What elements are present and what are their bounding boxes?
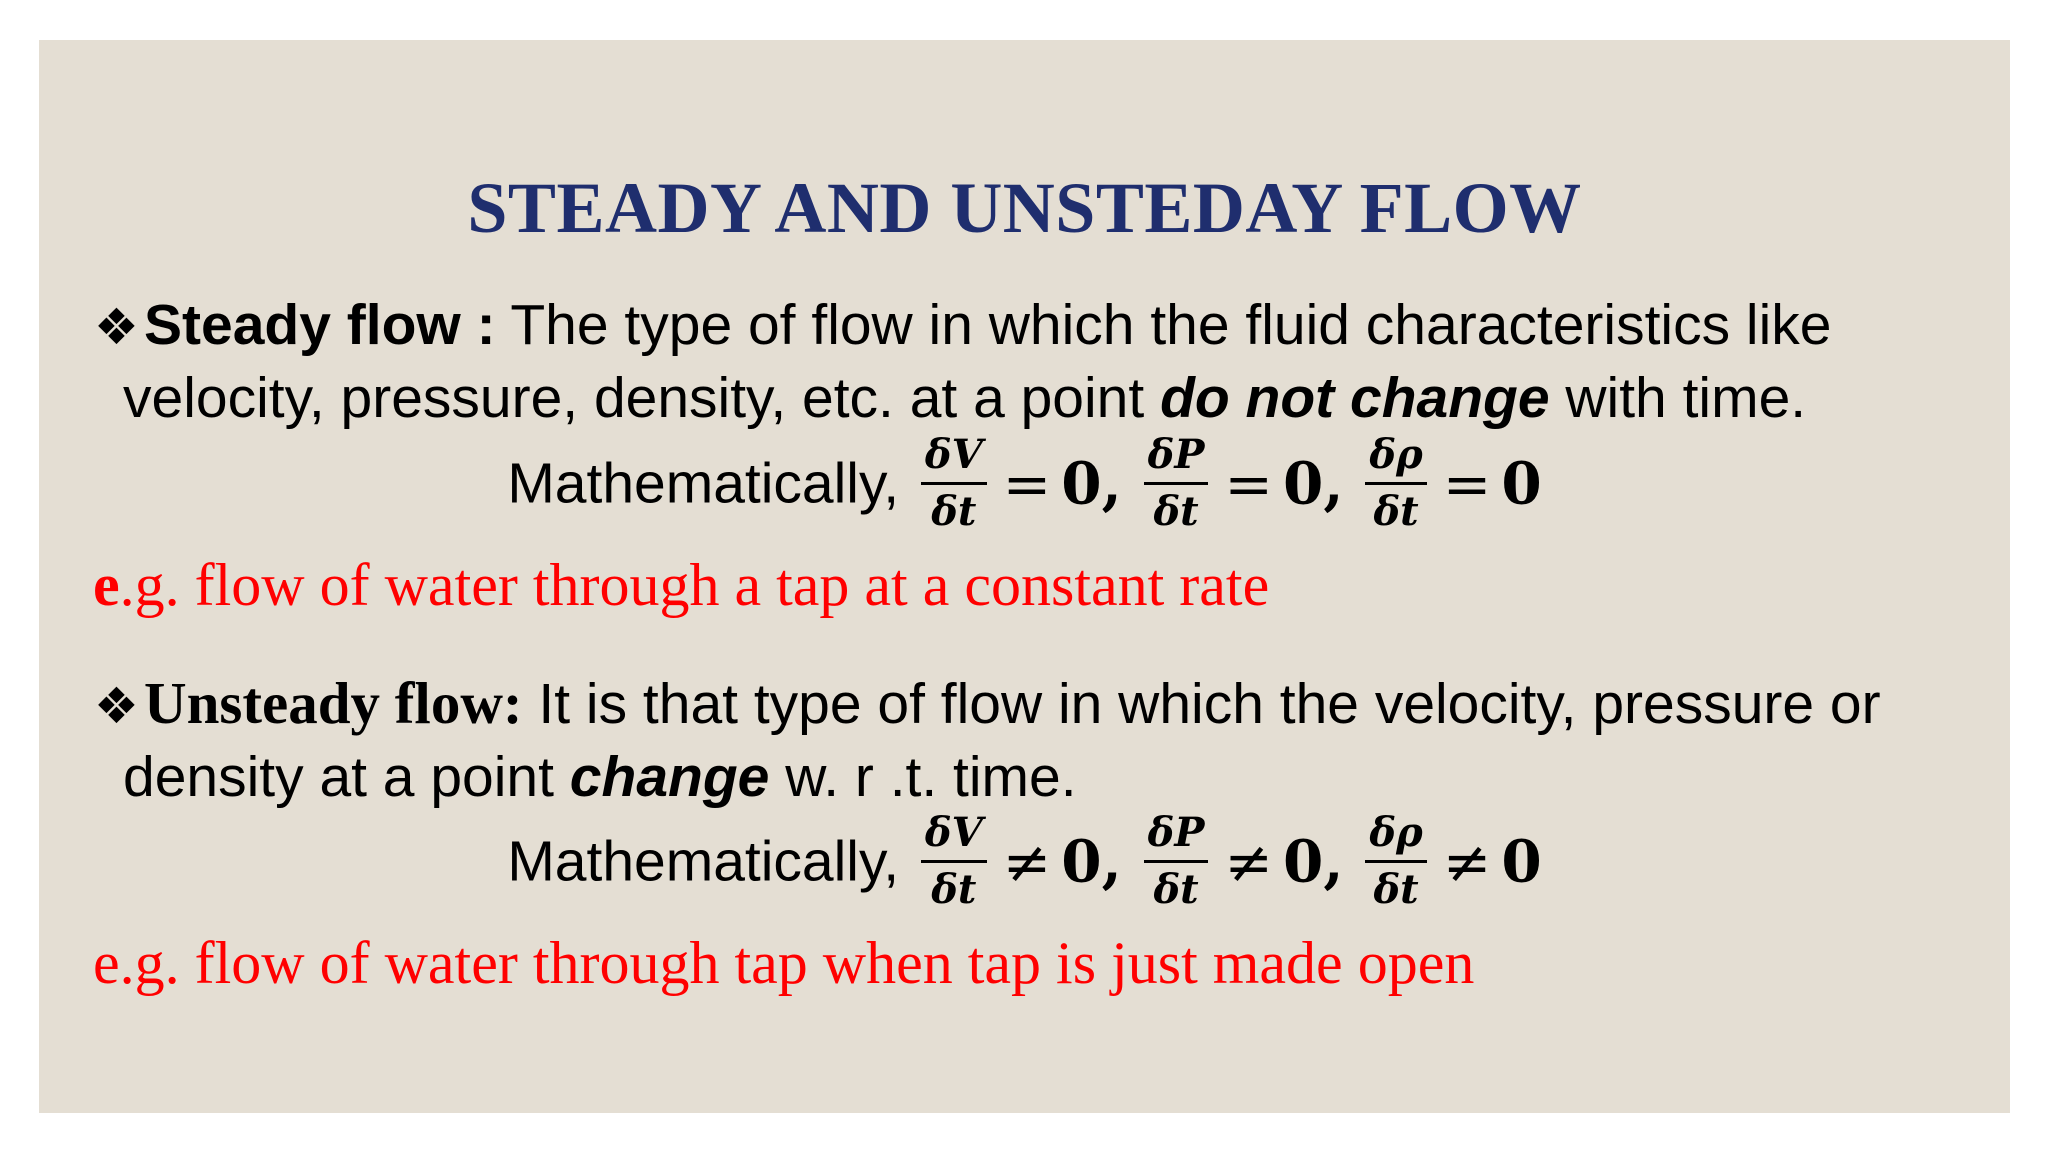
fraction-denominator: δt [1373, 866, 1419, 913]
steady-math-line [39, 430, 2010, 537]
fraction-denominator: δt [1153, 488, 1199, 535]
diamond-bullet-icon: ❖ [94, 298, 139, 356]
fraction-numerator: δV [921, 430, 987, 485]
steady-definition-part3: with time. [1549, 366, 1807, 430]
fraction-dp-dt [1144, 430, 1209, 537]
fraction-numerator: δP [1144, 430, 1209, 485]
steady-line-1 [94, 290, 1994, 363]
zero-value: 0 [1501, 449, 1542, 518]
zero-value: 0 [1501, 827, 1542, 896]
fraction-dv-dt [921, 808, 987, 915]
unsteady-line-2 [94, 742, 1994, 813]
not-equal-sign: ≠ [1442, 827, 1492, 896]
fraction-drho-dt [1365, 808, 1426, 915]
zero-value: 0 [1283, 827, 1324, 896]
fraction-dv-dt [921, 430, 987, 537]
slide-title: STEADY AND UNSTEDAY FLOW [467, 168, 1582, 248]
fraction-denominator: δt [1373, 488, 1419, 535]
steady-emphasis: do not change [1160, 366, 1550, 430]
unsteady-example: e.g. flow of water through tap when tap is just made open [93, 930, 1475, 996]
comma: , [1323, 827, 1344, 896]
slide [39, 40, 2010, 1113]
zero-value: 0 [1061, 449, 1102, 518]
equals-sign: = [1224, 449, 1274, 518]
unsteady-line-1 [94, 668, 1994, 742]
example-text: .g. flow of water through a tap at a constant rate [119, 552, 1270, 618]
not-equal-sign: ≠ [1224, 827, 1274, 896]
fraction-dp-dt [1144, 808, 1209, 915]
fraction-numerator: δV [921, 808, 987, 863]
zero-value: 0 [1061, 827, 1102, 896]
steady-flow-paragraph [94, 290, 1994, 434]
unsteady-flow-paragraph [94, 668, 1994, 813]
steady-definition-part1: The type of flow in which the fluid characteristics like [495, 293, 1832, 357]
fraction-numerator: δP [1144, 808, 1209, 863]
fraction-denominator: δt [1153, 866, 1199, 913]
comma: , [1101, 449, 1122, 518]
steady-term: Steady flow : [144, 293, 496, 357]
unsteady-math-line [39, 808, 2010, 915]
fraction-numerator: δρ [1365, 430, 1426, 485]
fraction-denominator: δt [931, 866, 977, 913]
fraction-drho-dt [1365, 430, 1426, 537]
math-prefix: Mathematically, [507, 451, 900, 516]
equals-sign: = [1442, 449, 1492, 518]
math-prefix: Mathematically, [507, 829, 900, 894]
diamond-bullet-icon: ❖ [94, 677, 139, 735]
steady-line-2 [94, 363, 1994, 434]
not-equal-sign: ≠ [1002, 827, 1052, 896]
equals-sign: = [1002, 449, 1052, 518]
fraction-denominator: δt [931, 488, 977, 535]
comma: , [1101, 827, 1122, 896]
steady-example [93, 550, 1269, 620]
comma: , [1323, 449, 1344, 518]
steady-definition-part2: velocity, pressure, density, etc. at a point [123, 366, 1161, 430]
fraction-numerator: δρ [1365, 808, 1426, 863]
zero-value: 0 [1283, 449, 1324, 518]
example-lead-letter: e [93, 552, 120, 618]
unsteady-emphasis: change [569, 745, 770, 809]
unsteady-definition-part1: It is that type of flow in which the velocity, pressure or [522, 672, 1881, 736]
unsteady-term: Unsteady flow: [144, 670, 523, 736]
unsteady-definition-part3: w. r .t. time. [769, 745, 1077, 809]
unsteady-definition-part2: density at a point [123, 745, 570, 809]
